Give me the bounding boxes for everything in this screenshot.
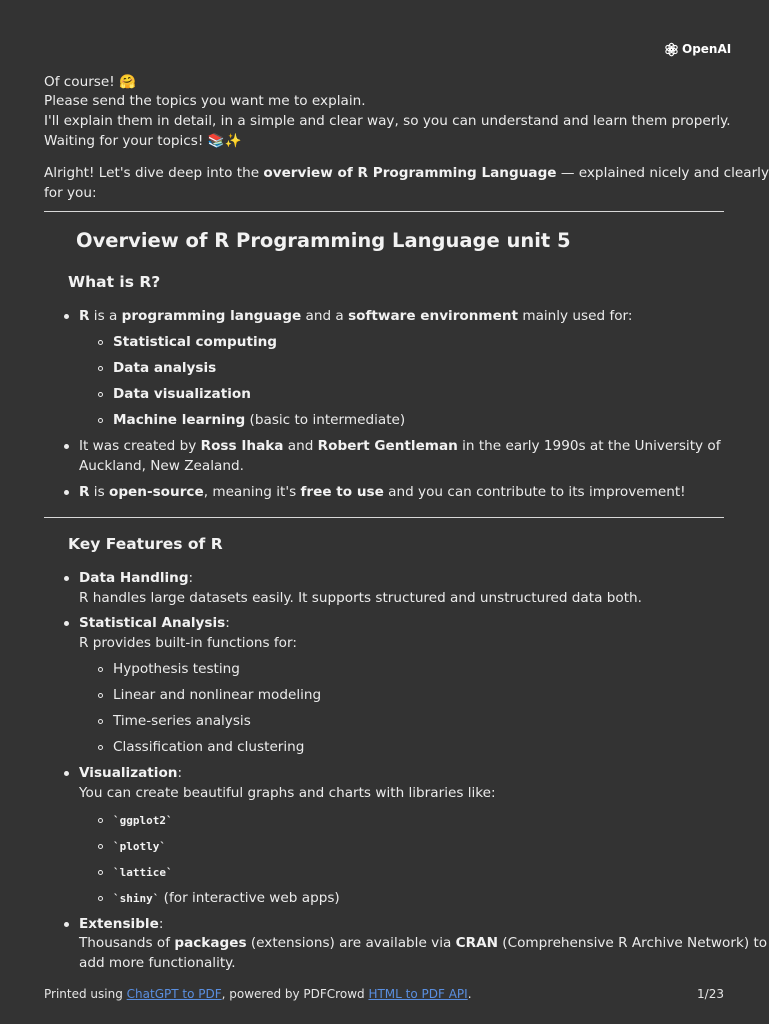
list-item [113,411,405,431]
circle-bullet-icon [98,745,103,750]
text: (Comprehensive R Archive Network) to [497,935,768,951]
bold-text: programming language [121,308,302,324]
list-item [79,614,230,634]
text: : [188,570,194,586]
bold-text: CRAN [455,935,498,951]
list-item-cont: Auckland, New Zealand. [79,458,244,474]
circle-bullet-icon [98,844,103,849]
code-text: `shiny` [113,892,160,905]
divider [44,517,724,518]
text: and you can contribute to its improvement! [383,484,686,500]
list-item [113,863,173,883]
bold-text: open-source [108,484,204,500]
circle-bullet-icon [98,719,103,724]
bold-text: Data Handling [79,570,189,586]
circle-bullet-icon [98,818,103,823]
intro-paragraph-2 [44,164,769,184]
bold-text: R [79,308,90,324]
bold-text: free to use [300,484,384,500]
list-item [79,915,163,935]
bold-text: Statistical computing [113,334,278,350]
list-item [79,307,632,327]
text: (for interactive web apps) [159,890,340,906]
list-item [113,385,251,405]
list-item: Classification and clustering [113,739,305,755]
bullet-icon [64,576,69,581]
code-text: `plotly` [113,840,166,853]
html-to-pdf-api-link[interactable]: HTML to PDF API [368,987,468,1001]
intro-line-1: Of course! 🤗 [44,74,136,90]
bullet-icon [64,621,69,626]
bullet-icon [64,444,69,449]
list-item-desc: R provides built-in functions for: [79,635,297,651]
footer [44,985,472,1005]
text: : [225,615,230,631]
circle-bullet-icon [98,392,103,397]
openai-logo-icon [664,42,679,57]
circle-bullet-icon [98,693,103,698]
text: : [177,765,183,781]
list-item-desc [79,934,767,954]
list-item [113,889,340,909]
code-text: `lattice` [113,866,173,879]
bold-text: Visualization [79,765,178,781]
intro-bold: overview of R Programming Language [263,165,557,181]
footer-text: . [467,987,472,1001]
list-item [79,437,721,457]
list-item [79,483,686,503]
intro-text: — explained nicely and clearly [556,165,769,181]
circle-bullet-icon [98,418,103,423]
text: It was created by [79,438,201,454]
openai-logo [664,40,732,60]
divider [44,211,724,212]
footer-text: , powered by PDFCrowd [221,987,369,1001]
intro-line-3: I'll explain them in detail, in a simple and clear way, so you can understand and learn them properly. [44,113,731,129]
bold-text: Data visualization [113,386,251,402]
list-item-desc-cont: add more functionality. [79,955,236,971]
bullet-icon [64,314,69,319]
circle-bullet-icon [98,366,103,371]
bold-text: software environment [348,308,518,324]
page-number: 1/23 [697,987,724,1001]
text: Thousands of [79,935,175,951]
brand-name: OpenAI [682,42,732,56]
list-item [79,764,182,784]
bold-text: Data analysis [113,360,217,376]
code-text: `ggplot2` [113,814,173,827]
list-item [113,811,173,831]
bold-text: Extensible [79,916,159,932]
circle-bullet-icon [98,667,103,672]
section-heading-key-features: Key Features of R [68,535,223,553]
list-item: Time-series analysis [113,713,251,729]
page-title: Overview of R Programming Language unit 5 [76,229,571,252]
text: and a [301,308,349,324]
bold-text: Statistical Analysis [79,615,226,631]
bullet-icon [64,771,69,776]
list-item [113,359,216,379]
list-item-desc: You can create beautiful graphs and charts with libraries like: [79,785,496,801]
bullet-icon [64,490,69,495]
bold-text: packages [174,935,247,951]
section-heading-what-is-r: What is R? [68,273,161,291]
text: mainly used for: [518,308,633,324]
bold-text: R [79,484,90,500]
intro-paragraph-2-cont: for you: [44,185,97,201]
bold-text: Machine learning [113,412,246,428]
circle-bullet-icon [98,340,103,345]
bold-text: Robert Gentleman [317,438,458,454]
text: : [158,916,164,932]
text: (extensions) are available via [246,935,456,951]
circle-bullet-icon [98,870,103,875]
text: , meaning it's [203,484,301,500]
text: (basic to intermediate) [245,412,406,428]
bold-text: Ross Ihaka [200,438,284,454]
text: and [283,438,318,454]
bullet-icon [64,922,69,927]
intro-line-4: Waiting for your topics! 📚✨ [44,133,242,149]
text: is a [89,308,122,324]
text: in the early 1990s at the University of [457,438,721,454]
intro-line-2: Please send the topics you want me to explain. [44,93,366,109]
footer-text: Printed using [44,987,127,1001]
chatgpt-to-pdf-link[interactable]: ChatGPT to PDF [126,987,222,1001]
list-item-desc: R handles large datasets easily. It supports structured and unstructured data both. [79,590,642,606]
list-item: Linear and nonlinear modeling [113,687,322,703]
list-item: Hypothesis testing [113,661,240,677]
intro-text: Alright! Let's dive deep into the [44,165,264,181]
text: is [89,484,109,500]
circle-bullet-icon [98,896,103,901]
list-item [113,837,166,857]
list-item [113,333,277,353]
list-item [79,569,193,589]
